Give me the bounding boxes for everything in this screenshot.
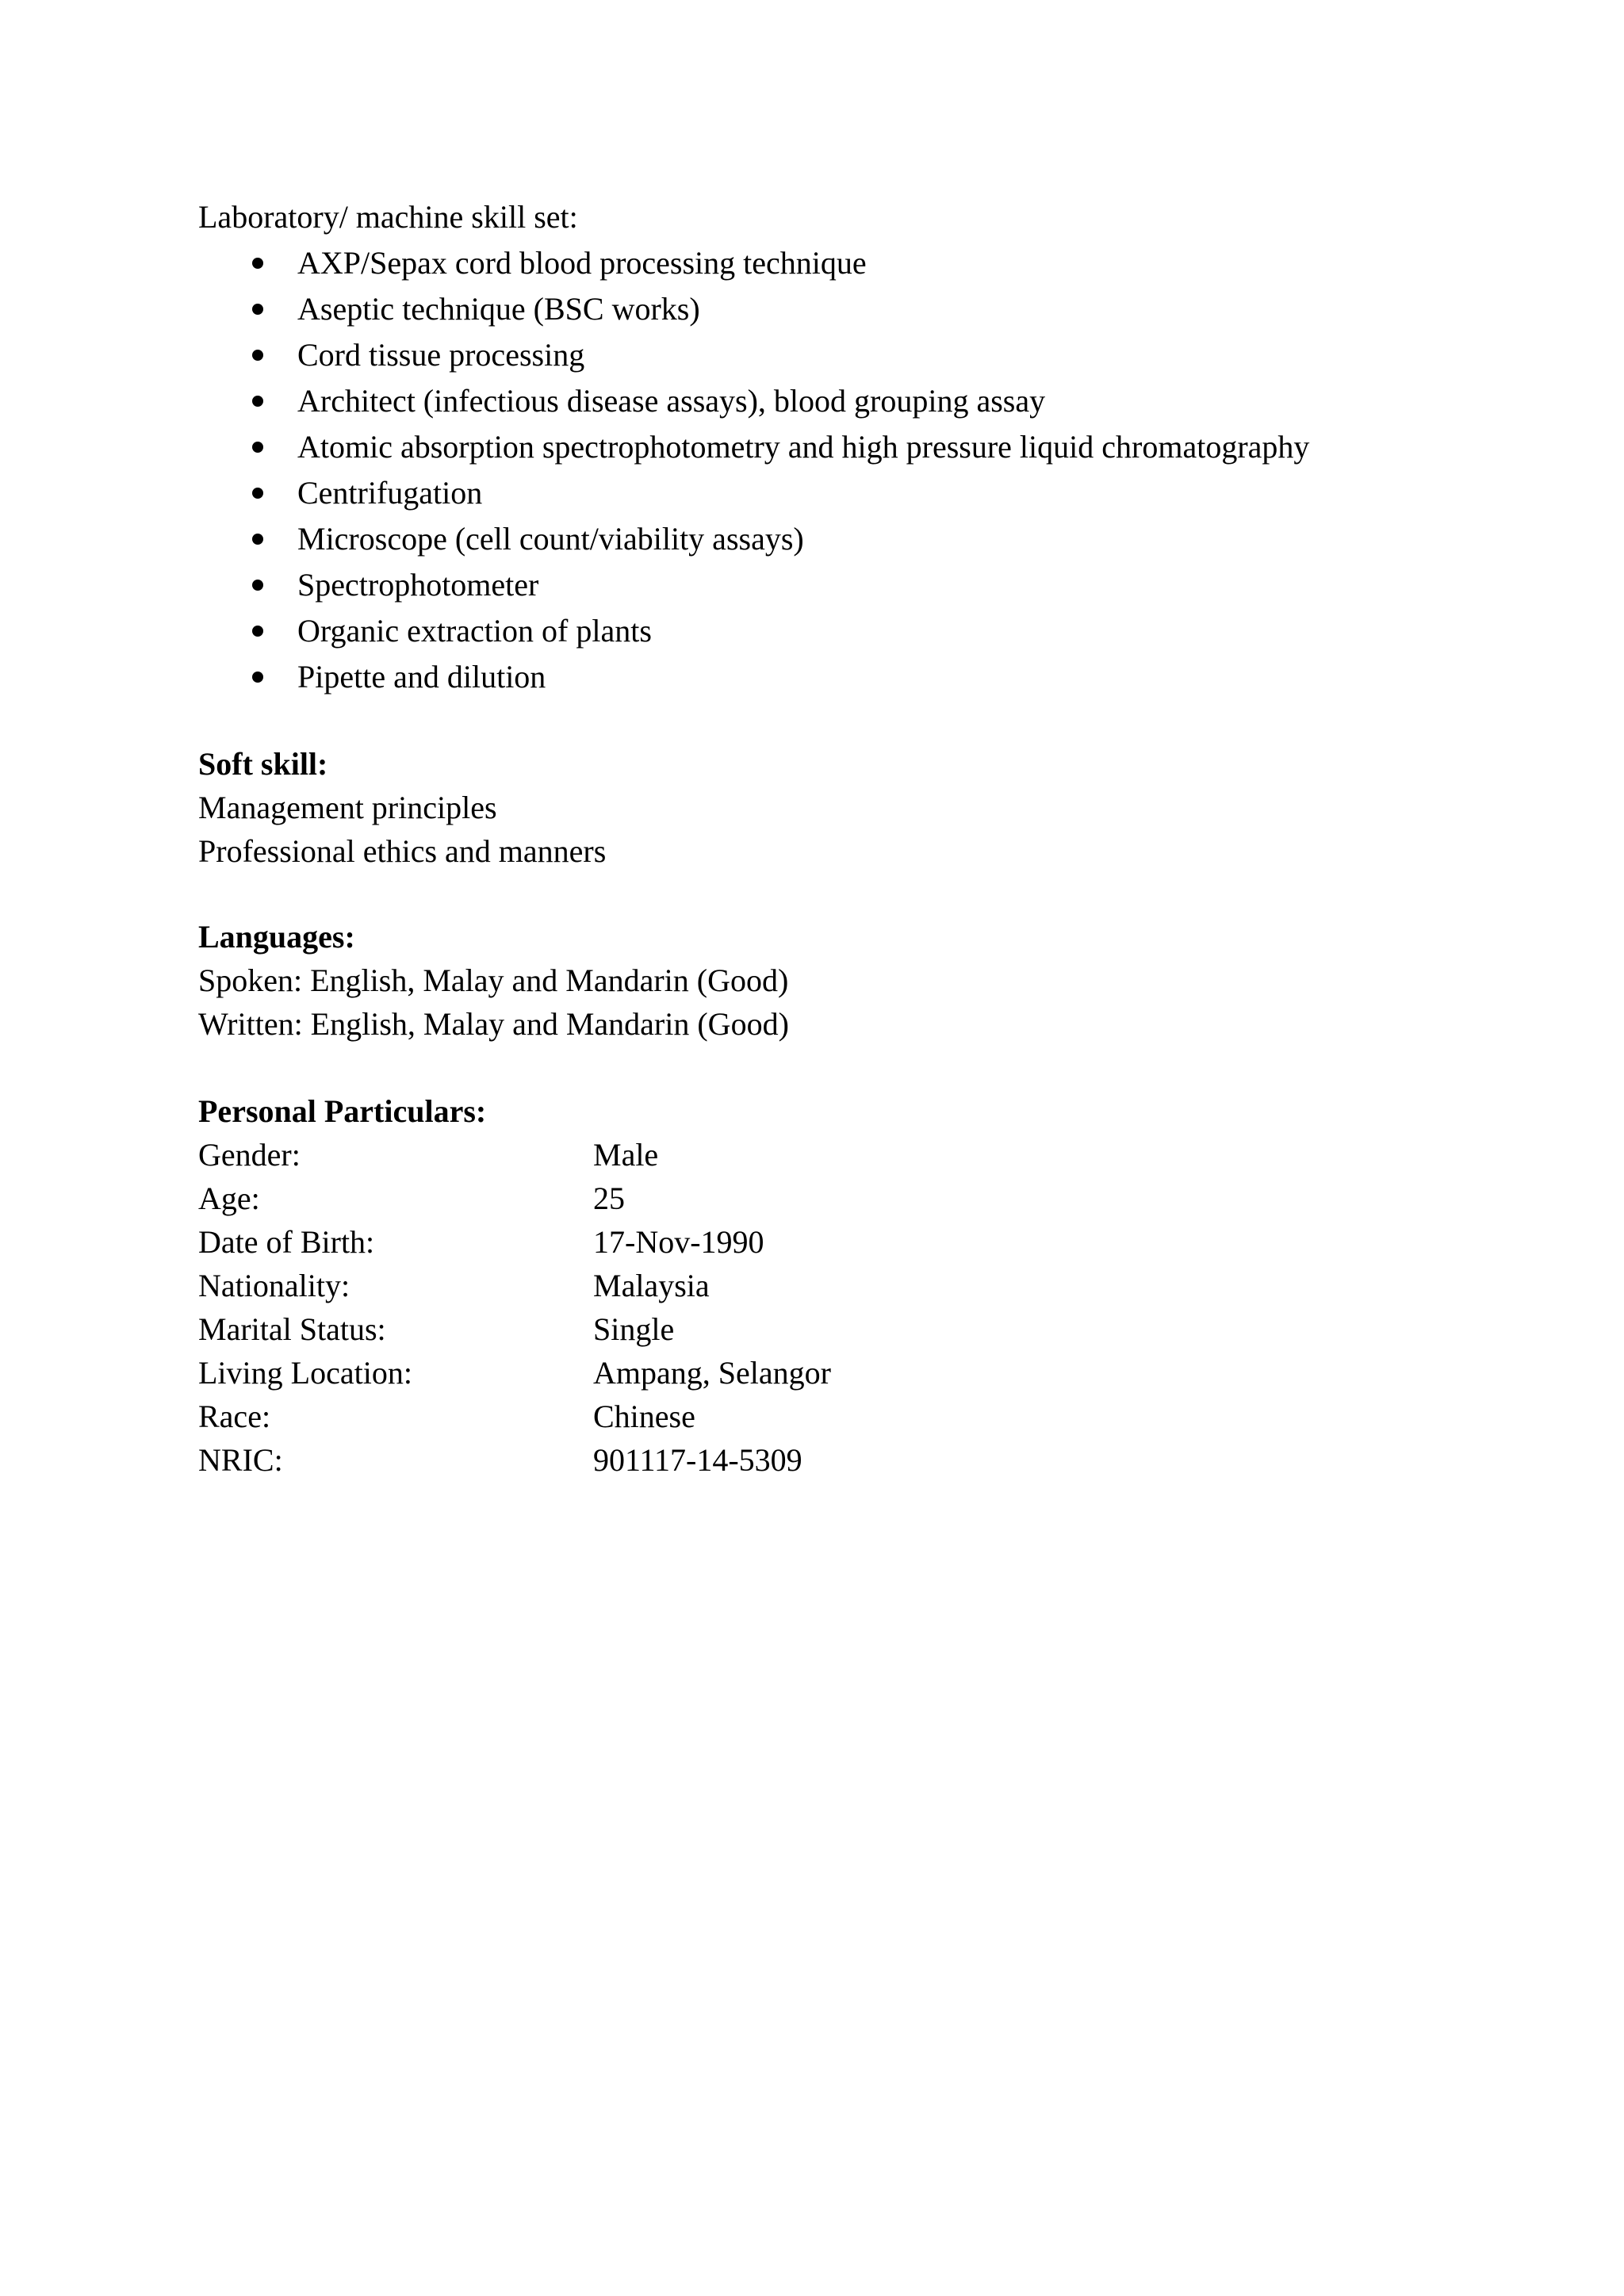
list-item-text: Aseptic technique (BSC works)	[297, 291, 700, 327]
field-label: Date of Birth:	[198, 1224, 375, 1260]
field-value: 25	[593, 1181, 625, 1216]
soft-skill-line: Management principles	[198, 790, 497, 825]
lab-skills-heading: Laboratory/ machine skill set:	[198, 199, 578, 235]
field-label: Nationality:	[198, 1268, 350, 1303]
list-item-text: Architect (infectious disease assays), blood grouping assay	[297, 383, 1046, 419]
bullet-icon	[252, 672, 263, 683]
field-value: Malaysia	[593, 1268, 710, 1303]
personal-heading: Personal Particulars:	[198, 1093, 487, 1129]
bullet-icon	[252, 442, 263, 453]
field-value: Male	[593, 1137, 659, 1173]
field-value: Single	[593, 1311, 675, 1347]
list-item-text: Spectrophotometer	[297, 567, 539, 603]
field-label: Race:	[198, 1399, 271, 1434]
list-item-text: Centrifugation	[297, 475, 483, 511]
bullet-icon	[252, 258, 263, 269]
bullet-icon	[252, 350, 263, 361]
field-value: Chinese	[593, 1399, 695, 1434]
list-item-text: AXP/Sepax cord blood processing technique	[297, 245, 867, 281]
field-label: Marital Status:	[198, 1311, 386, 1347]
field-label: NRIC:	[198, 1442, 283, 1478]
field-label: Gender:	[198, 1137, 301, 1173]
field-label: Living Location:	[198, 1355, 412, 1391]
bullet-icon	[252, 488, 263, 499]
list-item-text: Pipette and dilution	[297, 659, 546, 695]
bullet-icon	[252, 396, 263, 407]
list-item-text: Atomic absorption spectrophotometry and high pressure liquid chromatography	[297, 429, 1310, 465]
field-value: 901117-14-5309	[593, 1442, 802, 1478]
list-item-text: Microscope (cell count/viability assays)	[297, 521, 804, 557]
field-label: Age:	[198, 1181, 260, 1216]
list-item-text: Cord tissue processing	[297, 337, 585, 373]
list-item-text: Organic extraction of plants	[297, 613, 652, 649]
bullet-icon	[252, 626, 263, 637]
bullet-icon	[252, 304, 263, 315]
languages-heading: Languages:	[198, 919, 355, 955]
field-value: Ampang, Selangor	[593, 1355, 831, 1391]
languages-line: Written: English, Malay and Mandarin (Good)	[198, 1006, 789, 1042]
languages-line: Spoken: English, Malay and Mandarin (Good)	[198, 962, 789, 998]
soft-skill-line: Professional ethics and manners	[198, 833, 607, 869]
bullet-icon	[252, 534, 263, 545]
field-value: 17-Nov-1990	[593, 1224, 764, 1260]
soft-skill-heading: Soft skill:	[198, 746, 328, 782]
bullet-icon	[252, 580, 263, 591]
